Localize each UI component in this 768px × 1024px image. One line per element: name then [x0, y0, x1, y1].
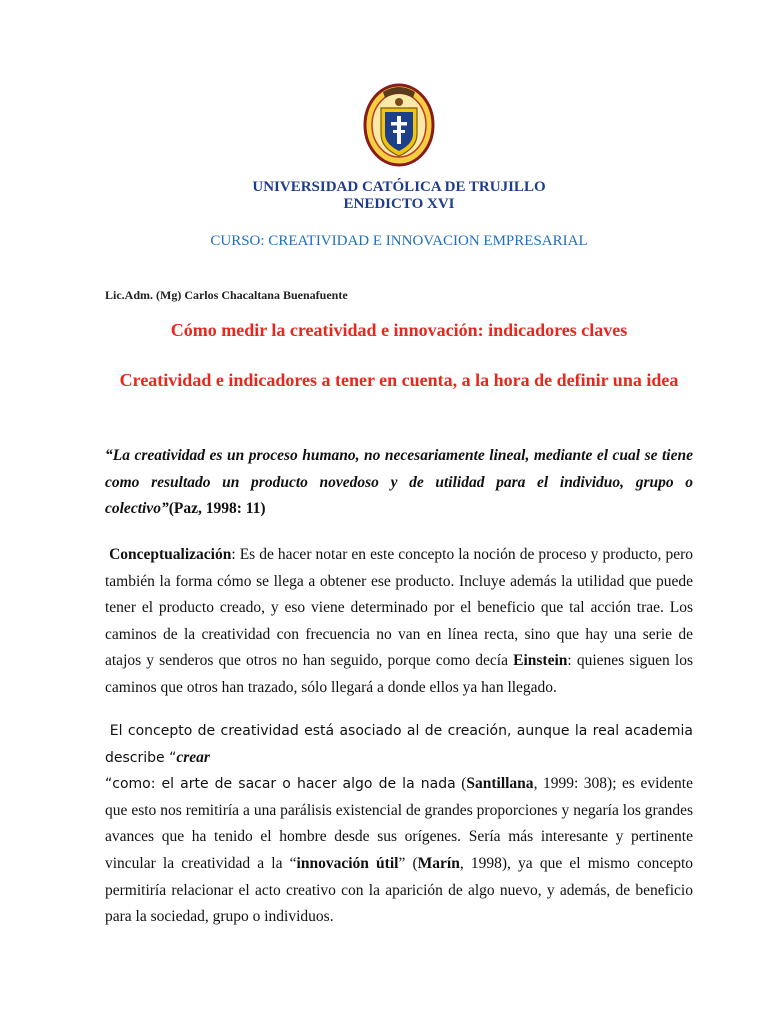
- paragraph-text-end: : quienes siguen los caminos que otros han trazado, sólo llegará a donde ellos ya han llegado.: [105, 652, 693, 696]
- innovacion-term: innovación útil: [296, 854, 399, 872]
- document-subtitle: Creatividad e indicadores a tener en cuenta, a la hora de definir una idea: [119, 370, 679, 390]
- paragraph-text: : Es de hacer notar en este concepto la noción de proceso y producto, pero también la forma cómo se llega a obtener ese producto. Incluye además la utilidad que puede tener el producto creado, y eso viene determinado por el beneficio que tal acción trae. Los caminos de la creatividad con frecuencia no van en línea recta, sino que hay una serie de atajos y senderos que otros no han seguido, porque como decía: [105, 546, 694, 670]
- paragraph-text: El concepto de creatividad está asociado al de creación, aunque la real academia describe “: [105, 723, 694, 766]
- course-title: CURSO: CREATIVIDAD E INNOVACION EMPRESARIAL: [210, 233, 588, 249]
- paragraph-lead: Conceptualización: [109, 546, 232, 563]
- quote-citation: (Paz, 1998: 11): [168, 500, 266, 518]
- paragraph-definition: “como: el arte de sacar o hacer algo de la nada: [105, 776, 456, 793]
- opening-quote: [105, 443, 693, 523]
- paragraph-text: ” (: [398, 854, 418, 872]
- university-name: UNIVERSIDAD CATÓLICA DE TRUJILLO: [252, 179, 546, 195]
- university-seal-icon: [363, 82, 435, 168]
- university-name-line2: ENEDICTO XVI: [343, 196, 455, 212]
- quote-text: “La creatividad es un proceso humano, no necesariamente lineal, mediante el cual se tiene como resultado un producto novedoso y de utilidad para el individuo, grupo o colectivo”: [105, 447, 693, 518]
- author-name: Lic.Adm. (Mg) Carlos Chacaltana Buenafuente: [105, 288, 348, 302]
- paragraph-text-end: , 1998), ya que el mismo concepto permitiría relacionar el acto creativo con la aparición de algo nuevo, y además, de beneficio para la sociedad, grupo o individuos.: [105, 854, 693, 926]
- paragraph-text: , 1999: 308); es evidente que esto nos remitiría a una parálisis existencial de grandes proporciones y negaría los grandes avances que ha tenido el hombre desde sus orígenes. Sería más interesante y pertinente vincular la creatividad a la “: [105, 775, 693, 872]
- marin-name: Marín: [417, 854, 460, 872]
- paragraph-text: (: [455, 775, 467, 793]
- paragraph-conceptualization: [105, 542, 693, 702]
- santillana-name: Santillana: [466, 775, 534, 793]
- paragraph-creation-concept: [105, 718, 693, 931]
- einstein-name: Einstein: [513, 652, 568, 670]
- document-title: Cómo medir la creatividad e innovación: indicadores claves: [170, 320, 628, 340]
- crear-term: crear: [176, 748, 210, 766]
